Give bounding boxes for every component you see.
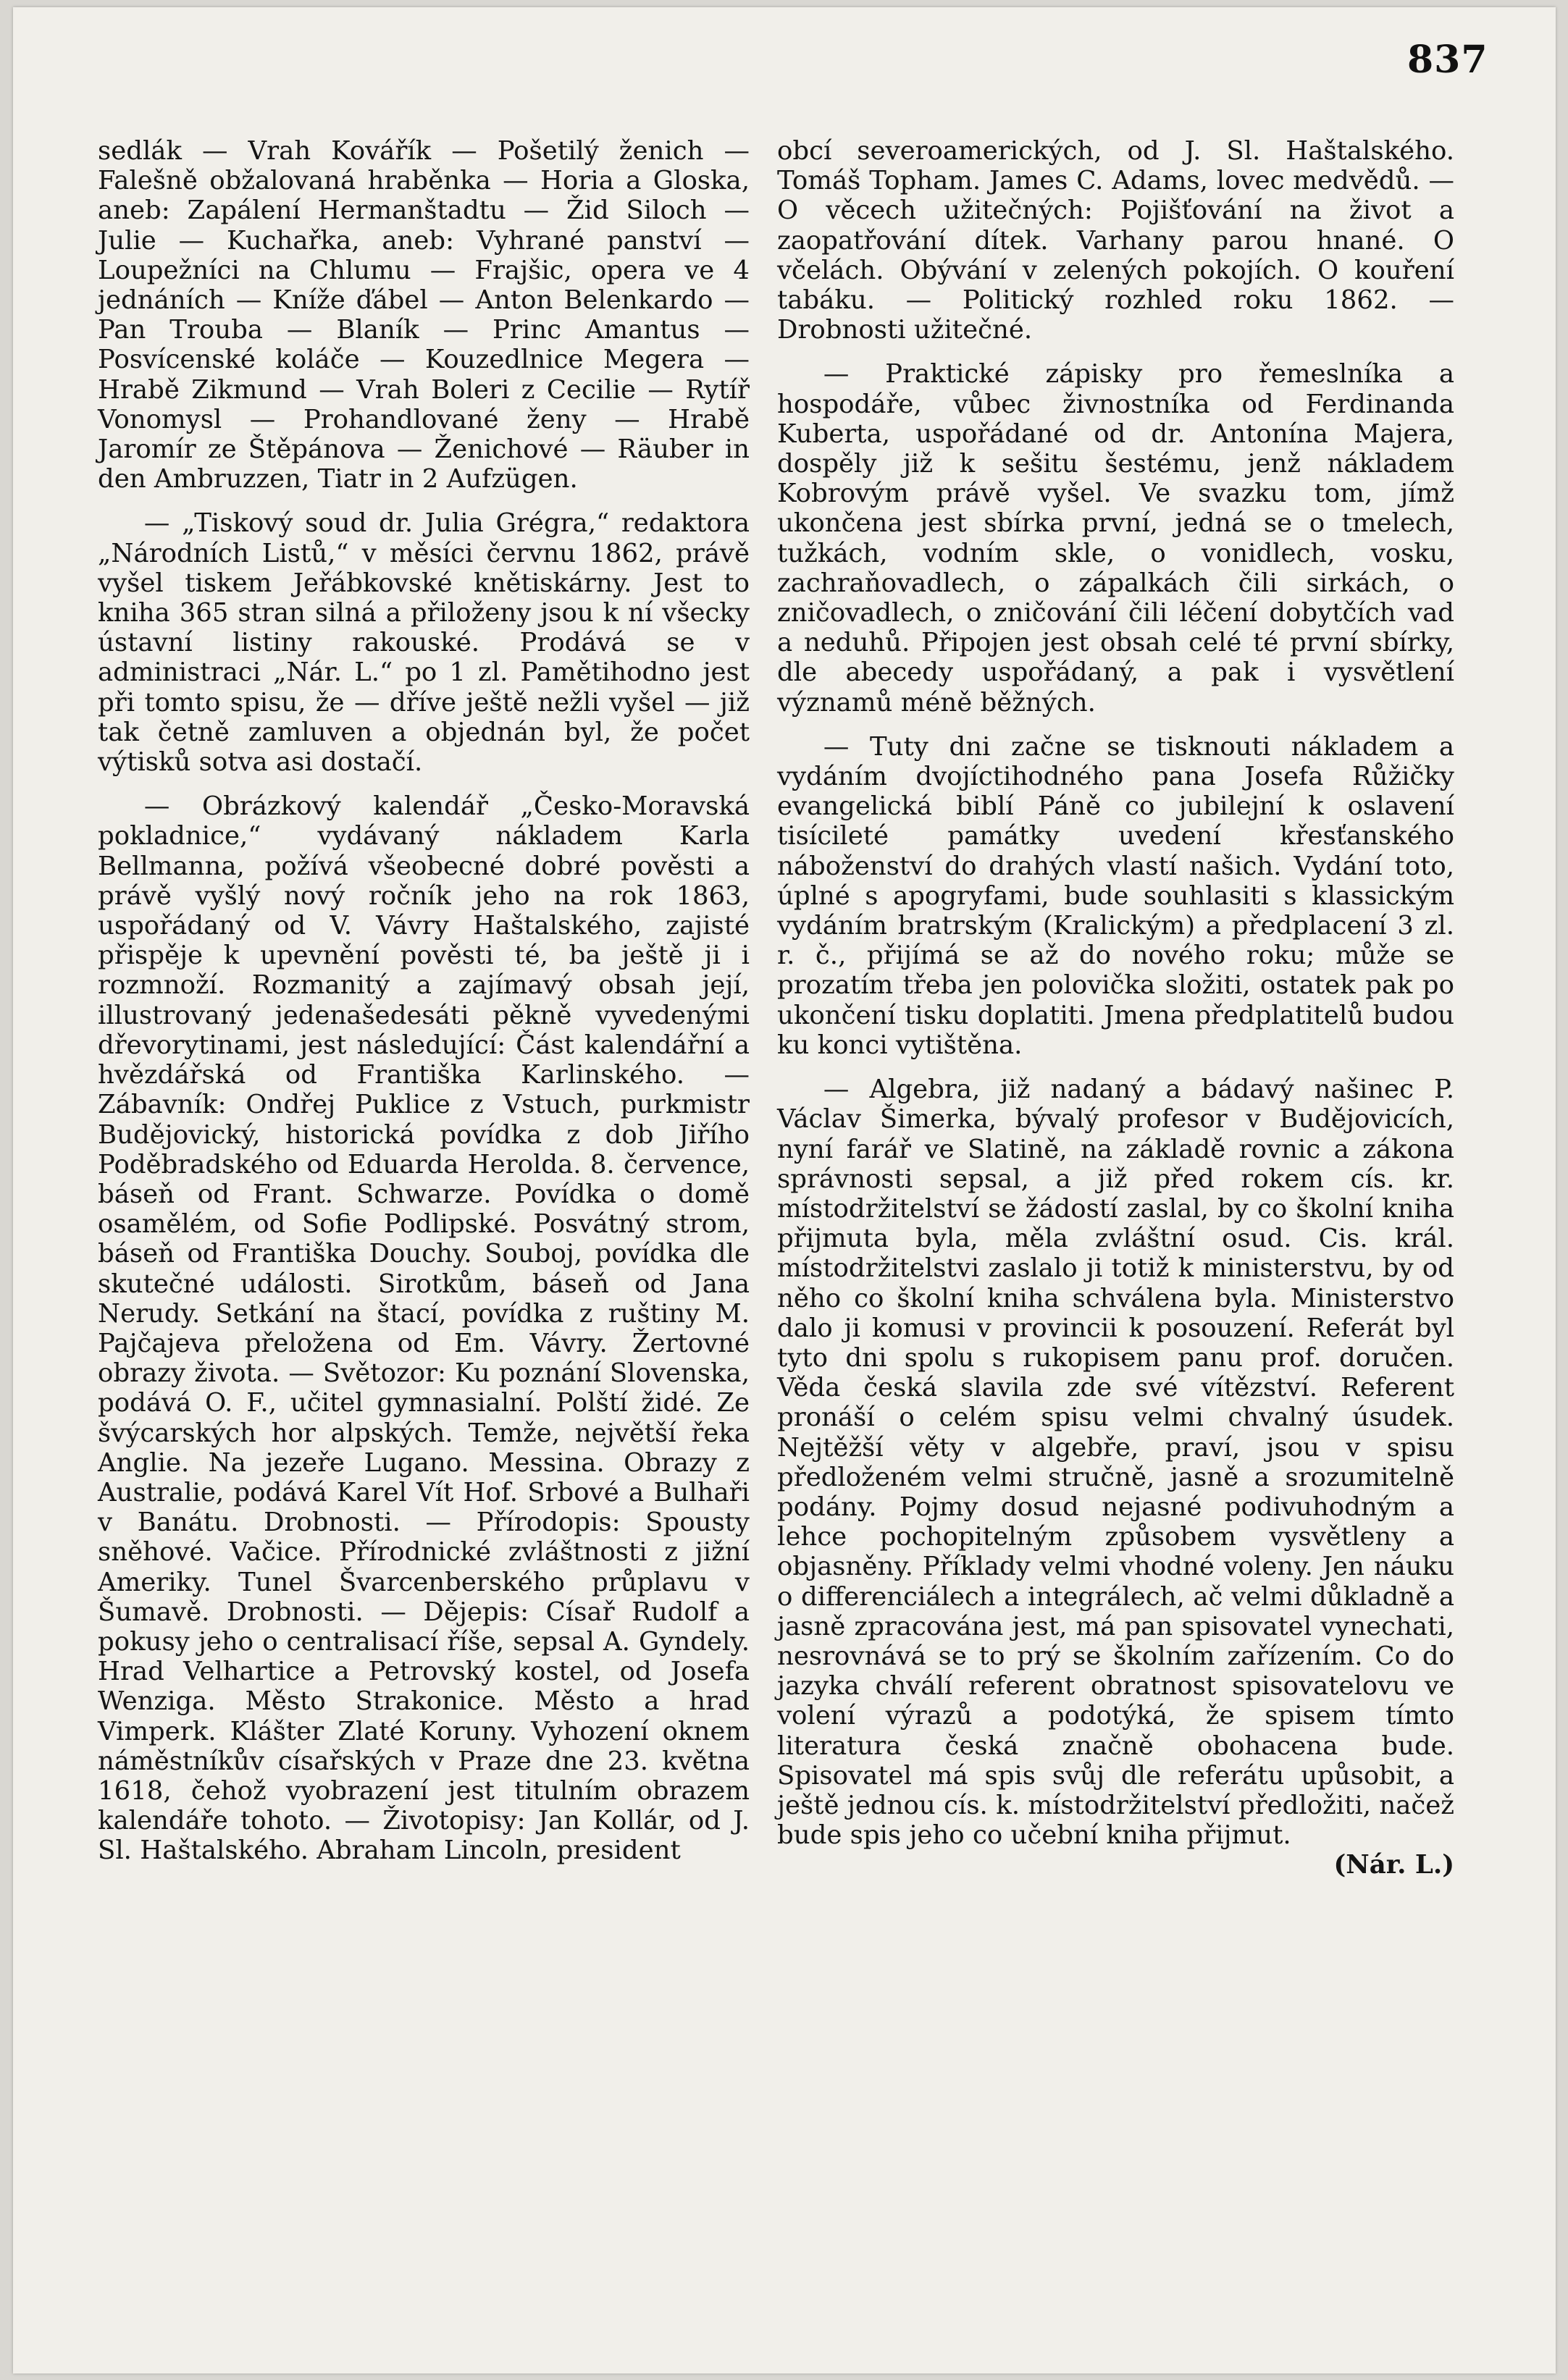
kalendar-paragraph: — Obrázkový kalendář „Česko-Moravská pokladnice,“ vydávaný nákladem Karla Bellmanna, požívá všeobecné dobré pověsti a právě vyšlý nový ročník jeho na rok 1863, uspořádaný od V. Vávry Haštalského, zajisté přispěje k upevnění pověsti té, ba ještě ji i rozmnoží. Rozmanitý a zajímavý obsah její, illustrovaný jedenašedesáti pěkně vyvedenými dřevorytinami, jest následující: Část kalendářní a hvězdářská od Františka Karlinského. — Zábavník: Ondřej Puklice z Vstuch, purkmistr Budějovický, historická povídka z dob Jiřího Poděbradského od Eduarda Herolda. 8. července, báseň od Frant. Schwarze. Povídka o domě osamělém, od Sofie Podlipské. Posvátný strom, báseň od Františka Douchy. Souboj, povídka dle skutečné události. Sirotkům, báseň od Jana Nerudy. Setkání na štací, povídka z ruštiny M. Pajčajeva přeložena od Em. Vávry. Žertovné obrazy života. — Světozor: Ku poznání Slovenska, podává O. F., učitel gymnasialní. Polští židé. Ze švýcarských hor alpských. Temže, největší řeka Anglie. Na jezeře Lugano. Messina. Obrazy z Australie, podává Karel Vít Hof. Srbové a Bulhaři v Banátu. Drobnosti. — Přírodopis: Spousty sněhové. Vačice. Přírodnické zvláštnosti z jižní Ameriky. Tunel Švarcenberského průplavu v Šumavě. Drobnosti. — Dějepis: Císař Rudolf a pokusy jeho o centralisací říše, sepsal A. Gyndely. Hrad Velhartice a Petrovský kostel, od Josefa Wenziga. Město Strakonice. Město a hrad Vimperk. Klášter Zlaté Koruny. Vyhození oknem náměstníkův císařských v Praze dne 23. května 1618, čehož vyobrazení jest titulním obrazem kalendáře tohoto. — Životopisy: Jan Kollár, od J. Sl. Haštalského. Abraham Lincoln, president xyxy=(98,791,750,1866)
algebra-text: — Algebra, již nadaný a bádavý našinec P. Václav Šimerka, bývalý profesor v Budějovicích, nyní farář ve Slatině, na základě rovnic a zákona správnosti sepsal, a již před rokem cís. kr. místodržitelství se žádostí zaslal, by co školní kniha přijmuta byla, měla zvláštní osud. Cis. král. místodržitelstvi zaslalo ji totiž k ministerstvu, by od něho co školní kniha schválena byla. Ministerstvo dalo ji komusi v provincii k posouzení. Referát byl tyto dni spolu s rukopisem panu prof. doručen. Věda česká slavila zde své vítězství. Referent pronáší o celém spisu velmi chvalný úsudek. Nejtěžší věty v algebře, praví, jsou v spisu předloženém velmi stručně, jasně a srozumitelně podány. Pojmy dosud nejasné podivuhodným a lehce pochopitelným způsobem vysvětleny a objasněny. Příklady velmi vhodné voleny. Jen náuku o differenciálech a integrálech, ač velmi důkladně a jasně zpracována jest, má pan spisovatel vynechati, nesrovnává se to prý se školním zařízením. Co do jazyka chválí referent obratnost spisovatelovu ve volení výrazů a podotýká, že spisem tímto literatura česká značně obohacena bude. Spisovatel má spis svůj dle referátu upůsobit, a ještě jednou cís. k. místodržitelství předložiti, načež bude spis jeho co učební kniha přijmut. xyxy=(777,1075,1454,1851)
page-number: 837 xyxy=(1407,38,1488,82)
right-column xyxy=(777,136,1454,1880)
bible-paragraph: — Tuty dni začne se tisknouti nákladem a vydáním dvojíctihodného pana Josefa Růžičky evangelická biblí Páně co jubilejní k oslavení tisícileté památky uvedení křesťanského náboženství do drahých vlastí našich. Vydání toto, úplné s apogryfami, bude souhlasiti s klassickým vydáním bratrským (Kralickým) a předplacení 3 zl. r. č., přijímá se až do nového roku; může se prozatím třeba jen polovička složiti, ostatek pak po ukončení tisku doplatiti. Jmena předplatitelů budou ku konci vytištěna. xyxy=(777,731,1454,1060)
kalendar-continued-paragraph: obcí severoamerických, od J. Sl. Haštalského. Tomáš Topham. James C. Adams, lovec medvědů. — O věcech užitečných: Pojišťování na život a zaopatřování dítek. Varhany parou hnané. O včelách. Obývání v zelených pokojích. O kouření tabáku. — Politický rozhled roku 1862. — Drobnosti užitečné. xyxy=(777,136,1454,345)
prakticke-zapisky-paragraph: — Praktické zápisky pro řemeslníka a hospodáře, vůbec živnostníka od Ferdinanda Kuberta, uspořádané od dr. Antonína Majera, dospěly již k sešitu šestému, jenž nákladem Kobrovým právě vyšel. Ve svazku tom, jímž ukončena jest sbírka první, jedná se o tmelech, tužkách, vodním skle, o vonidlech, vosku, zachraňovadlech, o zápalkách čili sirkách, o zničovadlech, o zničování čili léčení dobytčích vad a neduhů. Připojen jest obsah celé té první sbírky, dle abecedy uspořádaný, a pak i vysvětlení významů méně běžných. xyxy=(777,359,1454,718)
play-list-paragraph: sedlák — Vrah Kovářík — Pošetilý ženich — Falešně obžalovaná hraběnka — Horia a Gloska, aneb: Zapálení Hermanštadtu — Žid Siloch — Julie — Kuchařka, aneb: Vyhrané panství — Loupežníci na Chlumu — Frajšic, opera ve 4 jednáních — Kníže ďábel — Anton Belenkardo — Pan Trouba — Blaník — Princ Amantus — Posvícenské koláče — Kouzedlnice Megera — Hrabě Zikmund — Vrah Boleri z Cecilie — Rytíř Vonomysl — Prohandlované ženy — Hrabě Jaromír ze Štěpánova — Ženichové — Räuber in den Ambruzzen, Tiatr in 2 Aufzügen. xyxy=(98,136,750,495)
newspaper-page xyxy=(13,7,1556,2373)
algebra-paragraph xyxy=(777,1075,1454,1880)
left-column xyxy=(98,136,750,1866)
tiskovy-soud-paragraph: — „Tiskový soud dr. Julia Grégra,“ redaktora „Národních Listů,“ v měsíci červnu 1862, právě vyšel tiskem Jeřábkovské knětiskárny. Jest to kniha 365 stran silná a přiloženy jsou k ní všecky ústavní listiny rakouské. Prodává se v administraci „Nár. L.“ po 1 zl. Pamětihodno jest při tomto spisu, že — dříve ještě nežli vyšel — již tak četně zamluven a objednán byl, že počet výtisků sotva asi dostačí. xyxy=(98,508,750,778)
source-signature: (Nár. L.) xyxy=(1333,1850,1454,1880)
